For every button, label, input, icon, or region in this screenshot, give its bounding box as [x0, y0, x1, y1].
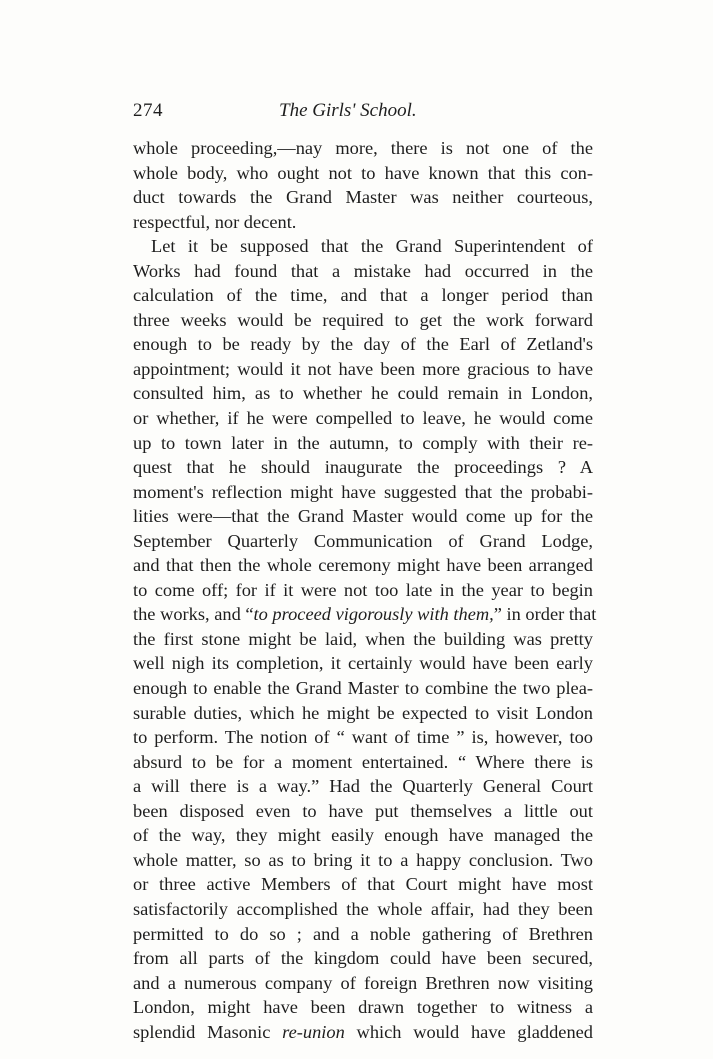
text-segment: whole matter, so as to bring it to a happy conclusion. Two	[133, 849, 593, 870]
text-segment: September Quarterly Communication of Grand Lodge,	[133, 530, 593, 551]
text-segment: lities were—that the Grand Master would come up for the	[133, 506, 593, 527]
text-line	[133, 922, 593, 947]
text-line	[133, 799, 593, 824]
text-line	[133, 161, 593, 186]
text-segment: whole proceeding,—nay more, there is not one of the	[133, 138, 593, 158]
text-segment: of the way, they might easily enough have managed the	[133, 825, 593, 846]
text-line	[133, 897, 593, 922]
text-segment: respectful, nor decent.	[133, 211, 297, 232]
text-segment: up to town later in the autumn, to comply with their re-	[133, 432, 593, 453]
text-segment: which would have gladdened	[344, 1021, 593, 1042]
text-segment: to perform. The notion of “ want of time ” is, however, too	[133, 727, 593, 748]
text-segment: enough to enable the Grand Master to combine the two plea-	[133, 678, 593, 699]
text-line	[133, 774, 593, 799]
text-line	[133, 529, 593, 554]
text-segment: splendid Masonic	[133, 1021, 283, 1042]
text-segment: duct towards the Grand Master was neither courteous,	[133, 187, 593, 208]
text-segment: absurd to be for a moment entertained. “ Where there is	[133, 751, 593, 772]
text-segment: been disposed even to have put themselves a little out	[133, 800, 593, 821]
text-segment: surable duties, which he might be expected to visit London	[133, 702, 593, 723]
text-segment: or three active Members of that Court might have most	[133, 874, 593, 895]
text-segment: Let it be supposed that the Grand Superintendent of	[151, 236, 593, 257]
body-text	[133, 136, 597, 1044]
text-segment: moment's reflection might have suggested that the probabi-	[133, 481, 593, 502]
text-segment: enough to be ready by the day of the Earl of Zetland's	[133, 334, 593, 355]
text-segment: ” in order that	[493, 604, 597, 625]
text-segment: the works, and “	[133, 604, 254, 625]
text-line	[133, 627, 593, 652]
text-line	[133, 308, 593, 333]
text-line	[133, 283, 593, 308]
page-header	[133, 100, 593, 128]
text-line	[133, 1020, 593, 1045]
text-segment: well nigh its completion, it certainly would have been early	[133, 653, 593, 674]
text-line	[133, 553, 593, 578]
text-line	[133, 381, 593, 406]
text-line	[133, 651, 593, 676]
text-line	[133, 332, 593, 357]
text-line	[133, 971, 593, 996]
text-segment: or whether, if he were compelled to leave, he would come	[133, 408, 593, 429]
text-segment: Works had found that a mistake had occurred in the	[133, 260, 593, 281]
text-line	[133, 455, 593, 480]
text-line	[133, 823, 593, 848]
text-line	[133, 210, 593, 235]
text-line	[133, 701, 593, 726]
text-segment: consulted him, as to whether he could remain in London,	[133, 383, 593, 404]
text-segment: appointment; would it not have been more gracious to have	[133, 358, 593, 379]
text-line	[133, 136, 593, 161]
text-line	[133, 946, 593, 971]
text-line	[133, 578, 593, 603]
running-title: The Girls' School.	[279, 100, 417, 121]
text-line	[133, 504, 593, 529]
text-line	[133, 725, 593, 750]
text-line	[133, 234, 593, 259]
text-line	[133, 259, 593, 284]
text-segment: permitted to do so ; and a noble gathering of Brethren	[133, 923, 593, 944]
text-line	[133, 185, 593, 210]
italic-text-segment: re-union	[282, 1021, 345, 1042]
text-line	[133, 872, 593, 897]
text-segment: to come off; for if it were not too late in the year to begin	[133, 579, 593, 600]
text-line	[133, 406, 593, 431]
text-segment: quest that he should inaugurate the proceedings ? A	[133, 457, 593, 478]
text-line	[133, 750, 593, 775]
text-segment: three weeks would be required to get the work forward	[133, 309, 593, 330]
text-segment: London, might have been drawn together to witness a	[133, 997, 593, 1018]
page-number: 274	[133, 100, 163, 121]
text-segment: satisfactorily accomplished the whole affair, had they been	[133, 898, 593, 919]
text-line	[133, 431, 593, 456]
text-line	[133, 995, 593, 1020]
text-segment: the first stone might be laid, when the building was pretty	[133, 628, 593, 649]
text-line	[133, 602, 597, 627]
text-segment: and that then the whole ceremony might have been arranged	[133, 555, 593, 576]
text-segment: calculation of the time, and that a longer period than	[133, 285, 593, 306]
text-segment: and a numerous company of foreign Brethren now visiting	[133, 972, 593, 993]
text-line	[133, 676, 593, 701]
text-line	[133, 480, 593, 505]
text-line	[133, 848, 593, 873]
italic-text-segment: to proceed vigorously with them,	[253, 604, 494, 625]
text-segment: from all parts of the kingdom could have been secured,	[133, 948, 593, 969]
text-segment: whole body, who ought not to have known that this con-	[133, 162, 593, 183]
text-segment: a will there is a way.” Had the Quarterly General Court	[133, 776, 593, 797]
text-line	[133, 357, 593, 382]
